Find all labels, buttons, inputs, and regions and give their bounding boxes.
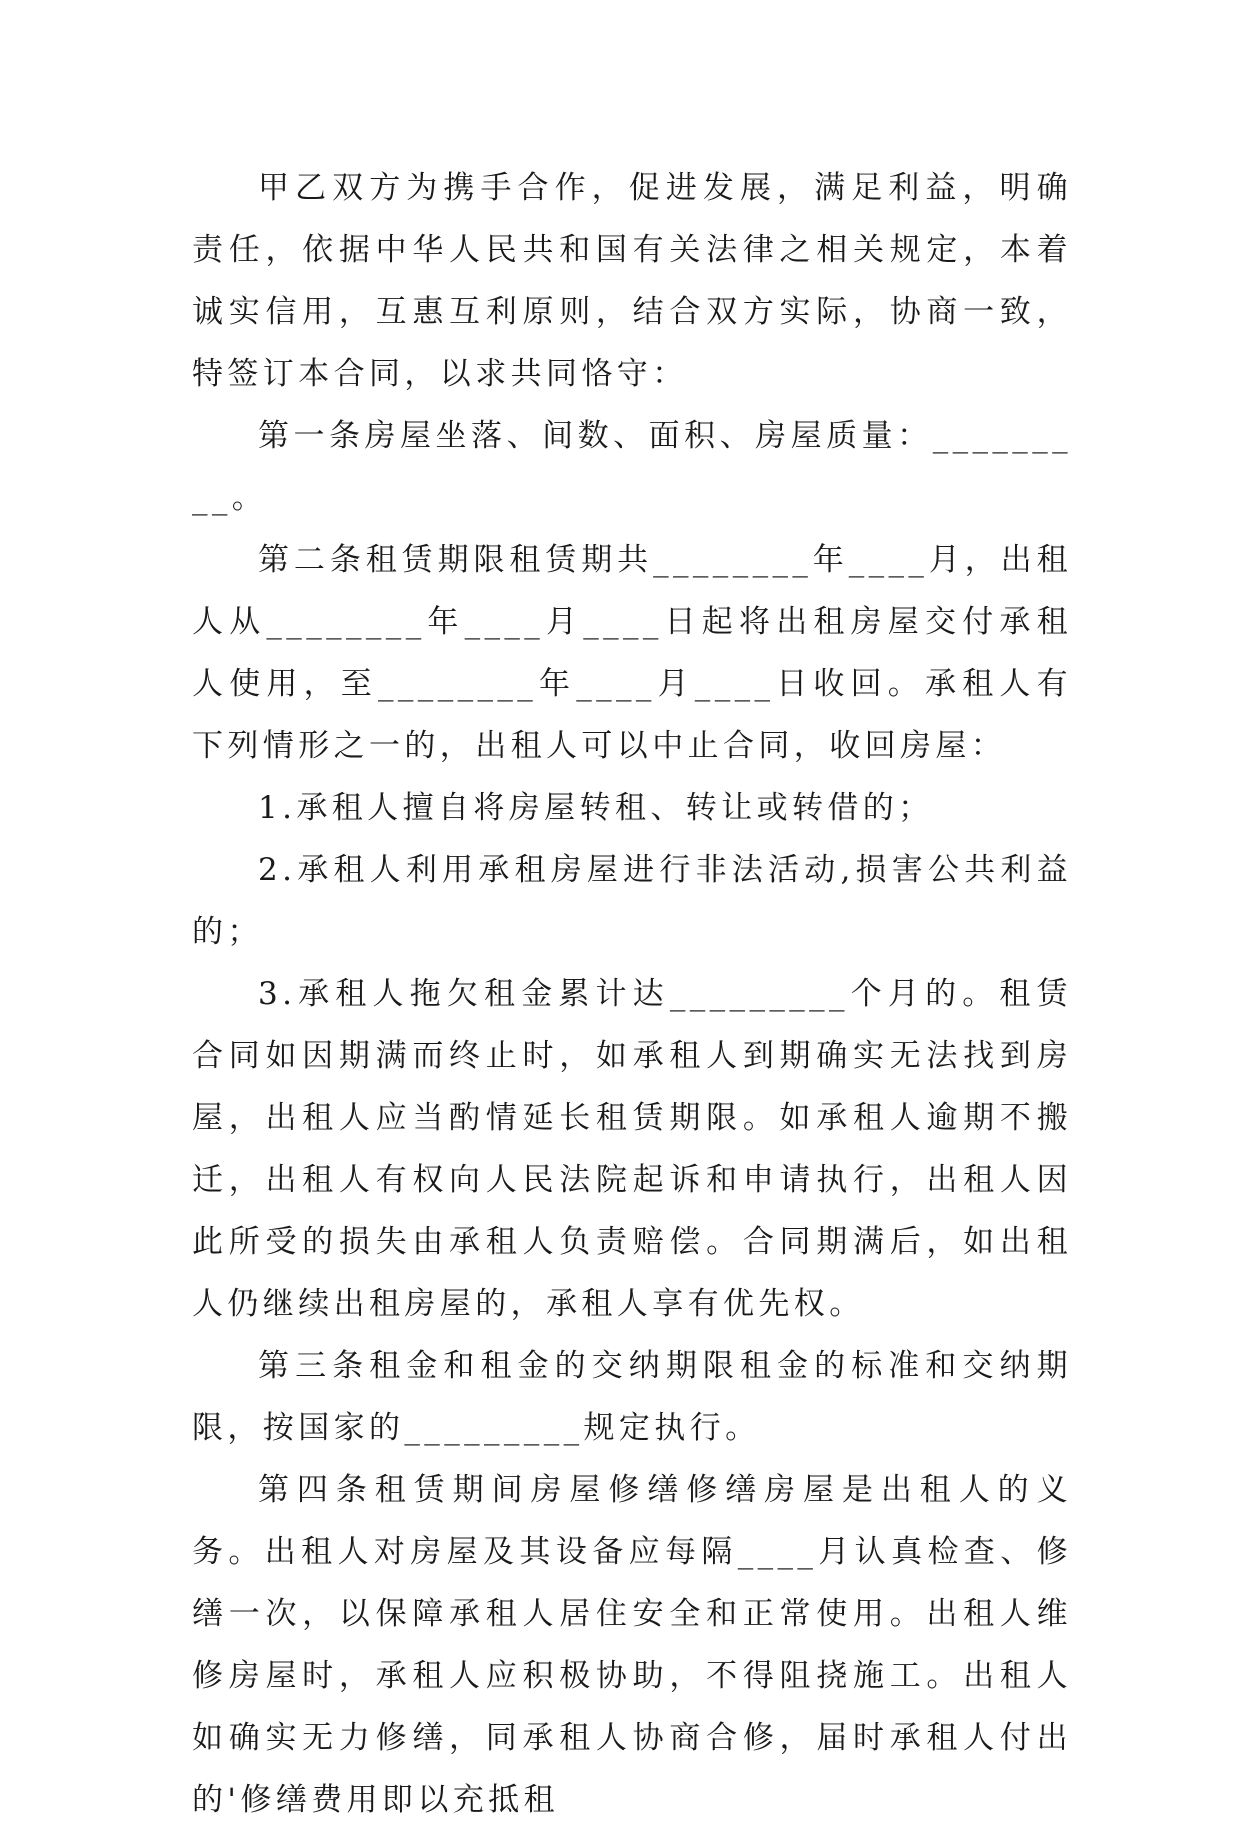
paragraph-article-1: 第一条房屋坐落、间数、面积、房屋质量：_________。 <box>192 418 1072 516</box>
paragraph-preamble: 甲乙双方为携手合作，促进发展，满足利益，明确责任，依据中华人民共和国有关法律之相关规定，本着诚实信用，互惠互利原则，结合双方实际，协商一致，特签订本合同，以求共同恪守： <box>192 170 1072 392</box>
paragraph-article-3: 第三条租金和租金的交纳期限租金的标准和交纳期限，按国家的_________规定执行。 <box>192 1348 1072 1446</box>
paragraph-article-4: 第四条租赁期间房屋修缮修缮房屋是出租人的义务。出租人对房屋及其设备应每隔____月认真检查、修缮一次，以保障承租人居住安全和正常使用。出租人维修房屋时，承租人应积极协助，不得阻挠施工。出租人如确实无力修缮，同承租人协商合修，届时承租人付出的'修缮费用即以充抵租 <box>192 1472 1072 1818</box>
paragraph-article-2: 第二条租赁期限租赁期共________年____月，出租人从________年____月____日起将出租房屋交付承租人使用，至________年____月____日收回。承租人有下列情形之一的，出租人可以中止合同，收回房屋： <box>192 542 1072 764</box>
list-item-1: 1.承租人擅自将房屋转租、转让或转借的； <box>258 790 934 826</box>
list-item-3: 3.承租人拖欠租金累计达_________个月的。租赁合同如因期满而终止时，如承租人到期确实无法找到房屋，出租人应当酌情延长租赁期限。如承租人逾期不搬迁，出租人有权向人民法院起诉和申请执行，出租人因此所受的损失由承租人负责赔偿。合同期满后，如出租人仍继续出租房屋的，承租人享有优先权。 <box>192 976 1072 1322</box>
document-body <box>192 157 1072 1831</box>
list-item-2: 2.承租人利用承租房屋进行非法活动,损害公共利益的； <box>192 852 1072 950</box>
